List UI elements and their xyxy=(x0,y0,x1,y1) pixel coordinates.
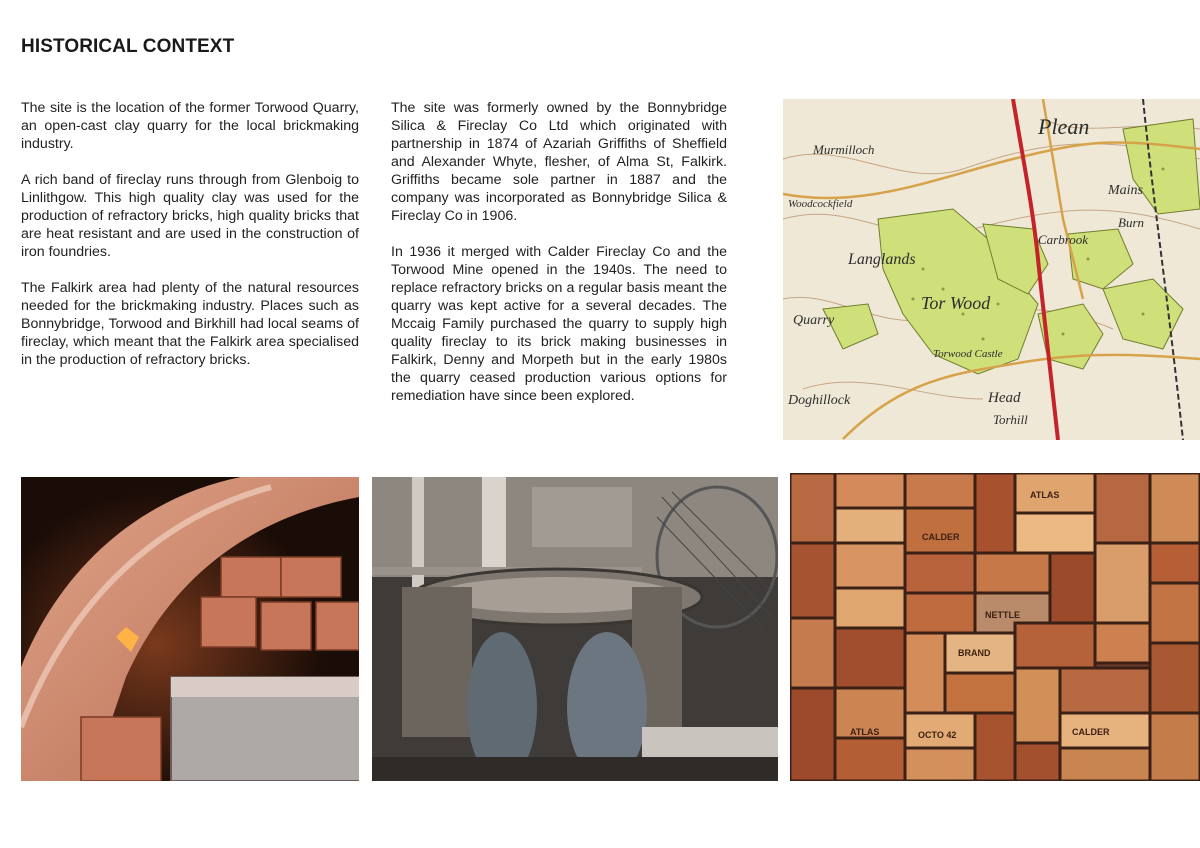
historic-map-image xyxy=(783,99,1200,440)
map-label-head: Head xyxy=(988,390,1021,406)
kiln-photo xyxy=(21,477,359,781)
paragraph: The site was formerly owned by the Bonnybridge Silica & Fireclay Co Ltd which originated with partnership in 1874 of Azariah Griffiths of Sheffield and Alexander Whyte, flesher, of Alma St, Falkirk. Griffiths became sole partner in 1887 and the company was incorporated as Bonnybridge Silica & Fireclay Co in 1906. xyxy=(391,100,727,224)
map-label-quarry: Quarry xyxy=(793,313,835,328)
map-label-langlands: Langlands xyxy=(848,251,916,268)
map-label-tor-wood: Tor Wood xyxy=(921,293,991,313)
map-label-torwood-castle: Torwood Castle xyxy=(933,348,1003,360)
text-column-middle xyxy=(391,99,727,423)
text-column-left xyxy=(21,99,359,387)
map-label-torhill: Torhill xyxy=(993,412,1028,427)
map-label-plean: Plean xyxy=(1038,114,1090,139)
brick-stamp: CALDER xyxy=(1072,727,1110,737)
map-label-carbrook: Carbrook xyxy=(1038,232,1089,247)
brick-stamp: BRAND xyxy=(958,648,991,658)
map-label-mains: Mains xyxy=(1108,183,1143,198)
map-label-murnilloch: Murmilloch xyxy=(813,142,875,157)
brick-stamp: ATLAS xyxy=(1030,490,1060,500)
brick-stamp: OCTO 42 xyxy=(918,730,957,740)
map-label-burn: Burn xyxy=(1118,215,1144,230)
brick-stamp: ATLAS xyxy=(850,727,880,737)
brick-stamp: NETTLE xyxy=(985,610,1020,620)
map-label-woodcockfield: Woodcockfield xyxy=(788,198,853,210)
paragraph: In 1936 it merged with Calder Fireclay Co and the Torwood Mine opened in the 1940s. The need to replace refractory bricks on a regular basis meant the quarry was kept active for a several decades. The Mccaig Family purchased the quarry to supply high quality fireclay to its brick making businesses in Falkirk, Denny and Morpeth but in the early 1980s the quarry ceased production various options for remediation have since been explored. xyxy=(391,244,727,404)
paragraph: The Falkirk area had plenty of the natural resources needed for the brickmaking industry. Places such as Bonnybridge, Torwood and Birkhill had local seams of fireclay, which meant that the Falkirk area specialised in the production of refractory bricks. xyxy=(21,280,359,368)
brick-stamp: CALDER xyxy=(922,532,960,542)
paragraph: The site is the location of the former Torwood Quarry, an open-cast clay quarry for the local brickmaking industry. xyxy=(21,100,359,152)
map-label-doghillock: Doghillock xyxy=(788,393,851,408)
paragraph: A rich band of fireclay runs through from Glenboig to Linlithgow. This high quality clay was used for the production of refractory bricks, high quality bricks that are heat resistant and are used in the construction of iron foundries. xyxy=(21,172,359,260)
mill-machinery-photo xyxy=(372,477,778,781)
page-title: HISTORICAL CONTEXT xyxy=(21,36,235,57)
brick-stamps-photo xyxy=(790,473,1200,781)
